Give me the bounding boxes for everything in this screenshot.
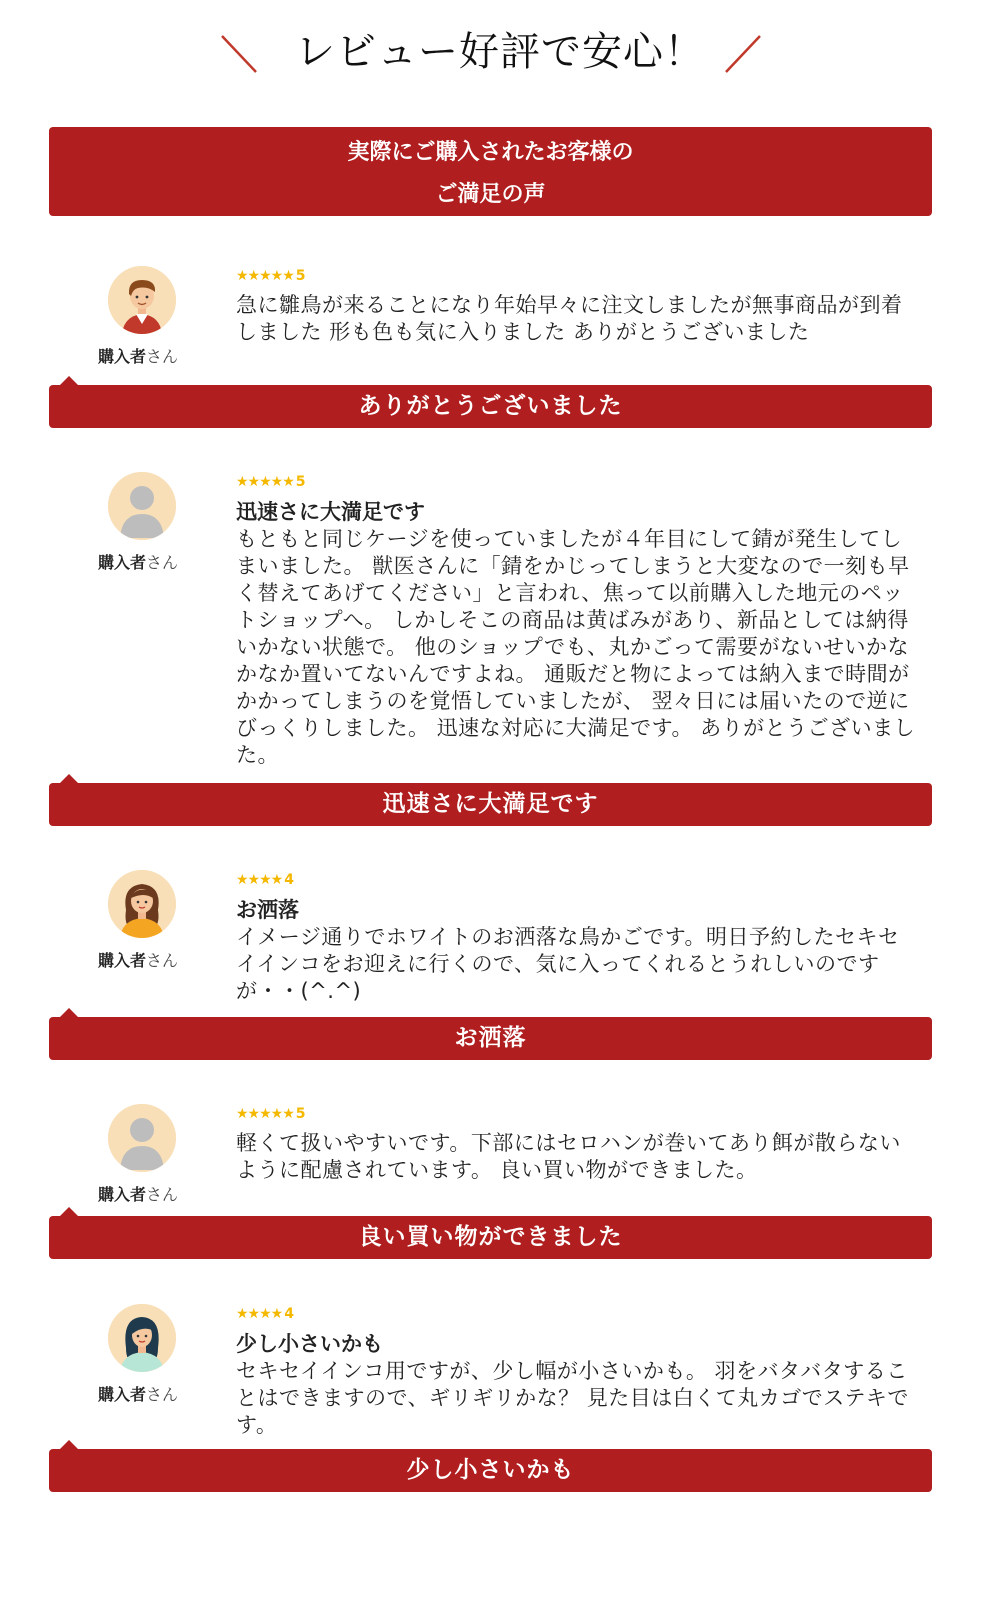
rating-number: 4: [284, 872, 294, 888]
buyer-suffix: さん: [146, 553, 179, 572]
customer-voice-banner: [49, 127, 932, 216]
banner-line-1: 実際にご購入されたお客様の: [347, 140, 634, 165]
man-avatar-icon: [108, 266, 176, 334]
star-rating: [236, 474, 306, 490]
default-user-icon: [108, 1104, 176, 1172]
buyer-suffix: さん: [146, 1385, 179, 1404]
buyer-suffix: さん: [146, 347, 179, 366]
review-title: お洒落: [236, 898, 299, 922]
rating-number: 5: [295, 474, 306, 490]
page-header: [0, 22, 1000, 82]
buyer-label: [98, 1382, 198, 1405]
review-footer-bar: 迅速さに大満足です: [49, 783, 932, 826]
rating-number: 4: [284, 1306, 294, 1322]
stars-icon: ★★★★★: [236, 474, 294, 490]
buyer-label: [98, 550, 198, 573]
buyer-name: 購入者: [98, 951, 147, 970]
woman-avatar-icon: [108, 1304, 176, 1372]
stars-icon: ★★★★: [236, 1306, 283, 1322]
stars-icon: ★★★★★: [236, 1106, 294, 1122]
review-body: イメージ通りでホワイトのお洒落な鳥かごです。明日予約したセキセイインコをお迎えに行くので、気に入ってくれるとうれしいのですが・・(^.^): [236, 925, 900, 1003]
default-user-icon: [108, 472, 176, 540]
right-slash-decoration: [722, 32, 766, 76]
stars-icon: ★★★★★: [236, 268, 294, 284]
review-title: 迅速さに大満足です: [236, 500, 425, 524]
review-footer-bar: お洒落: [49, 1017, 932, 1060]
stars-icon: ★★★★: [236, 872, 283, 888]
buyer-name: 購入者: [98, 347, 147, 366]
buyer-name: 購入者: [98, 1185, 147, 1204]
buyer-label: [98, 344, 198, 367]
rating-number: 5: [295, 1106, 306, 1122]
review-body: 軽くて扱いやすいです。下部にはセロハンが巻いてあり餌が散らないように配慮されています。 良い買い物ができました。: [236, 1131, 901, 1182]
buyer-suffix: さん: [146, 951, 179, 970]
buyer-label: [98, 948, 198, 971]
review-footer-bar: ありがとうございました: [49, 385, 932, 428]
buyer-label: [98, 1182, 198, 1205]
star-rating: [236, 1306, 294, 1322]
review-footer-bar: 少し小さいかも: [49, 1449, 932, 1492]
banner-line-2: ご満足の声: [435, 182, 546, 207]
star-rating: [236, 872, 294, 888]
page-title: レビュー好評で安心！: [295, 29, 705, 75]
buyer-name: 購入者: [98, 1385, 147, 1404]
buyer-suffix: さん: [146, 1185, 179, 1204]
review-body: もともと同じケージを使っていましたが４年目にして錆が発生してしまいました。 獣医さんに「錆をかじってしまうと大変なので一刻も早く替えてあげてください」と言われ、焦って以前購入した地元のペットショップへ。 しかしそこの商品は黄ばみがあり、新品としては納得いかない状態で。 他のショップでも、丸かごって需要がないせいかなかなか置いてないんですよね。 通販だと物によっては納入まで時間がかかってしまうのを覚悟していましたが、 翌々日には届いたので逆にびっくりしました。 迅速な対応に大満足です。 ありがとうございました。: [236, 527, 916, 767]
rating-number: 5: [295, 268, 306, 284]
review-footer-bar: 良い買い物ができました: [49, 1216, 932, 1259]
star-rating: [236, 268, 306, 284]
buyer-name: 購入者: [98, 553, 147, 572]
review-body: セキセイインコ用ですが、少し幅が小さいかも。 羽をバタバタすることはできますので、ギリギリかな？ 見た目は白くて丸カゴでステキです。: [236, 1359, 909, 1437]
star-rating: [236, 1106, 306, 1122]
review-body: 急に雛鳥が来ることになり年始早々に注文しましたが無事商品が到着しました 形も色も気に入りました ありがとうございました: [236, 293, 903, 344]
woman-avatar-icon: [108, 870, 176, 938]
review-title: 少し小さいかも: [236, 1332, 383, 1356]
